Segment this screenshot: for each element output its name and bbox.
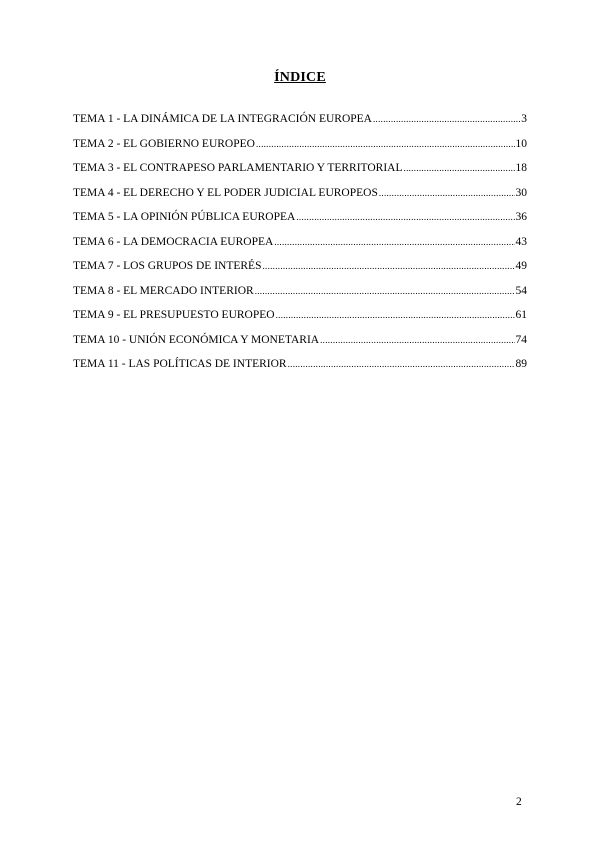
toc-entry-page: 61 [515, 309, 527, 321]
toc-dot-leader [296, 211, 514, 223]
index-title: ÍNDICE [274, 70, 326, 85]
toc-entry-page: 10 [515, 137, 527, 150]
toc-entry-label: TEMA 3 - EL CONTRAPESO PARLAMENTARIO Y TERRITORIAL [73, 162, 403, 174]
toc-entry-label: TEMA 6 - LA DEMOCRACIA EUROPEA [73, 235, 274, 248]
toc-entry-tema-1[interactable] [73, 113, 527, 138]
toc-entry-tema-3[interactable] [73, 162, 527, 187]
toc-entry-label: TEMA 10 - UNIÓN ECONÓMICA Y MONETARIA [73, 333, 320, 346]
toc-entry-page: 89 [515, 358, 527, 370]
toc-entry-label: TEMA 8 - EL MERCADO INTERIOR [73, 284, 254, 297]
toc-dot-leader [288, 358, 515, 370]
toc-dot-leader [373, 113, 520, 125]
toc-dot-leader [274, 236, 514, 248]
toc-entry-tema-10[interactable] [73, 334, 527, 359]
toc-entry-label: TEMA 1 - LA DINÁMICA DE LA INTEGRACIÓN EUROPEA [73, 113, 372, 125]
toc-entry-page: 49 [515, 260, 527, 272]
toc-entry-label: TEMA 5 - LA OPINIÓN PÚBLICA EUROPEA [73, 211, 296, 223]
toc-entry-label: TEMA 11 - LAS POLÍTICAS DE INTERIOR [73, 358, 287, 370]
toc-entry-page: 54 [515, 284, 527, 297]
toc-entry-page: 18 [515, 162, 527, 174]
toc-dot-leader [276, 309, 515, 321]
toc-entry-tema-7[interactable] [73, 260, 527, 285]
toc-entry-tema-8[interactable] [73, 285, 527, 310]
toc-entry-tema-5[interactable] [73, 211, 527, 236]
toc-entry-label: TEMA 9 - EL PRESUPUESTO EUROPEO [73, 309, 275, 321]
toc-dot-leader [255, 285, 515, 297]
table-of-contents [73, 113, 527, 383]
toc-dot-leader [256, 138, 515, 150]
toc-entry-tema-11[interactable] [73, 358, 527, 383]
toc-entry-page: 74 [515, 333, 527, 346]
toc-dot-leader [404, 162, 515, 174]
toc-entry-label: TEMA 7 - LOS GRUPOS DE INTERÉS [73, 260, 262, 272]
toc-entry-label: TEMA 4 - EL DERECHO Y EL PODER JUDICIAL EUROPEOS [73, 186, 378, 199]
page-number: 2 [516, 796, 522, 808]
toc-entry-tema-4[interactable] [73, 187, 527, 212]
toc-entry-tema-6[interactable] [73, 236, 527, 261]
toc-dot-leader [262, 260, 514, 272]
toc-dot-leader [379, 187, 515, 199]
toc-dot-leader [320, 334, 514, 346]
toc-entry-page: 3 [521, 113, 527, 125]
toc-entry-page: 43 [515, 235, 527, 248]
toc-entry-label: TEMA 2 - EL GOBIERNO EUROPEO [73, 137, 255, 150]
toc-entry-tema-9[interactable] [73, 309, 527, 334]
toc-entry-tema-2[interactable] [73, 138, 527, 163]
toc-entry-page: 36 [515, 211, 527, 223]
toc-entry-page: 30 [515, 186, 527, 199]
